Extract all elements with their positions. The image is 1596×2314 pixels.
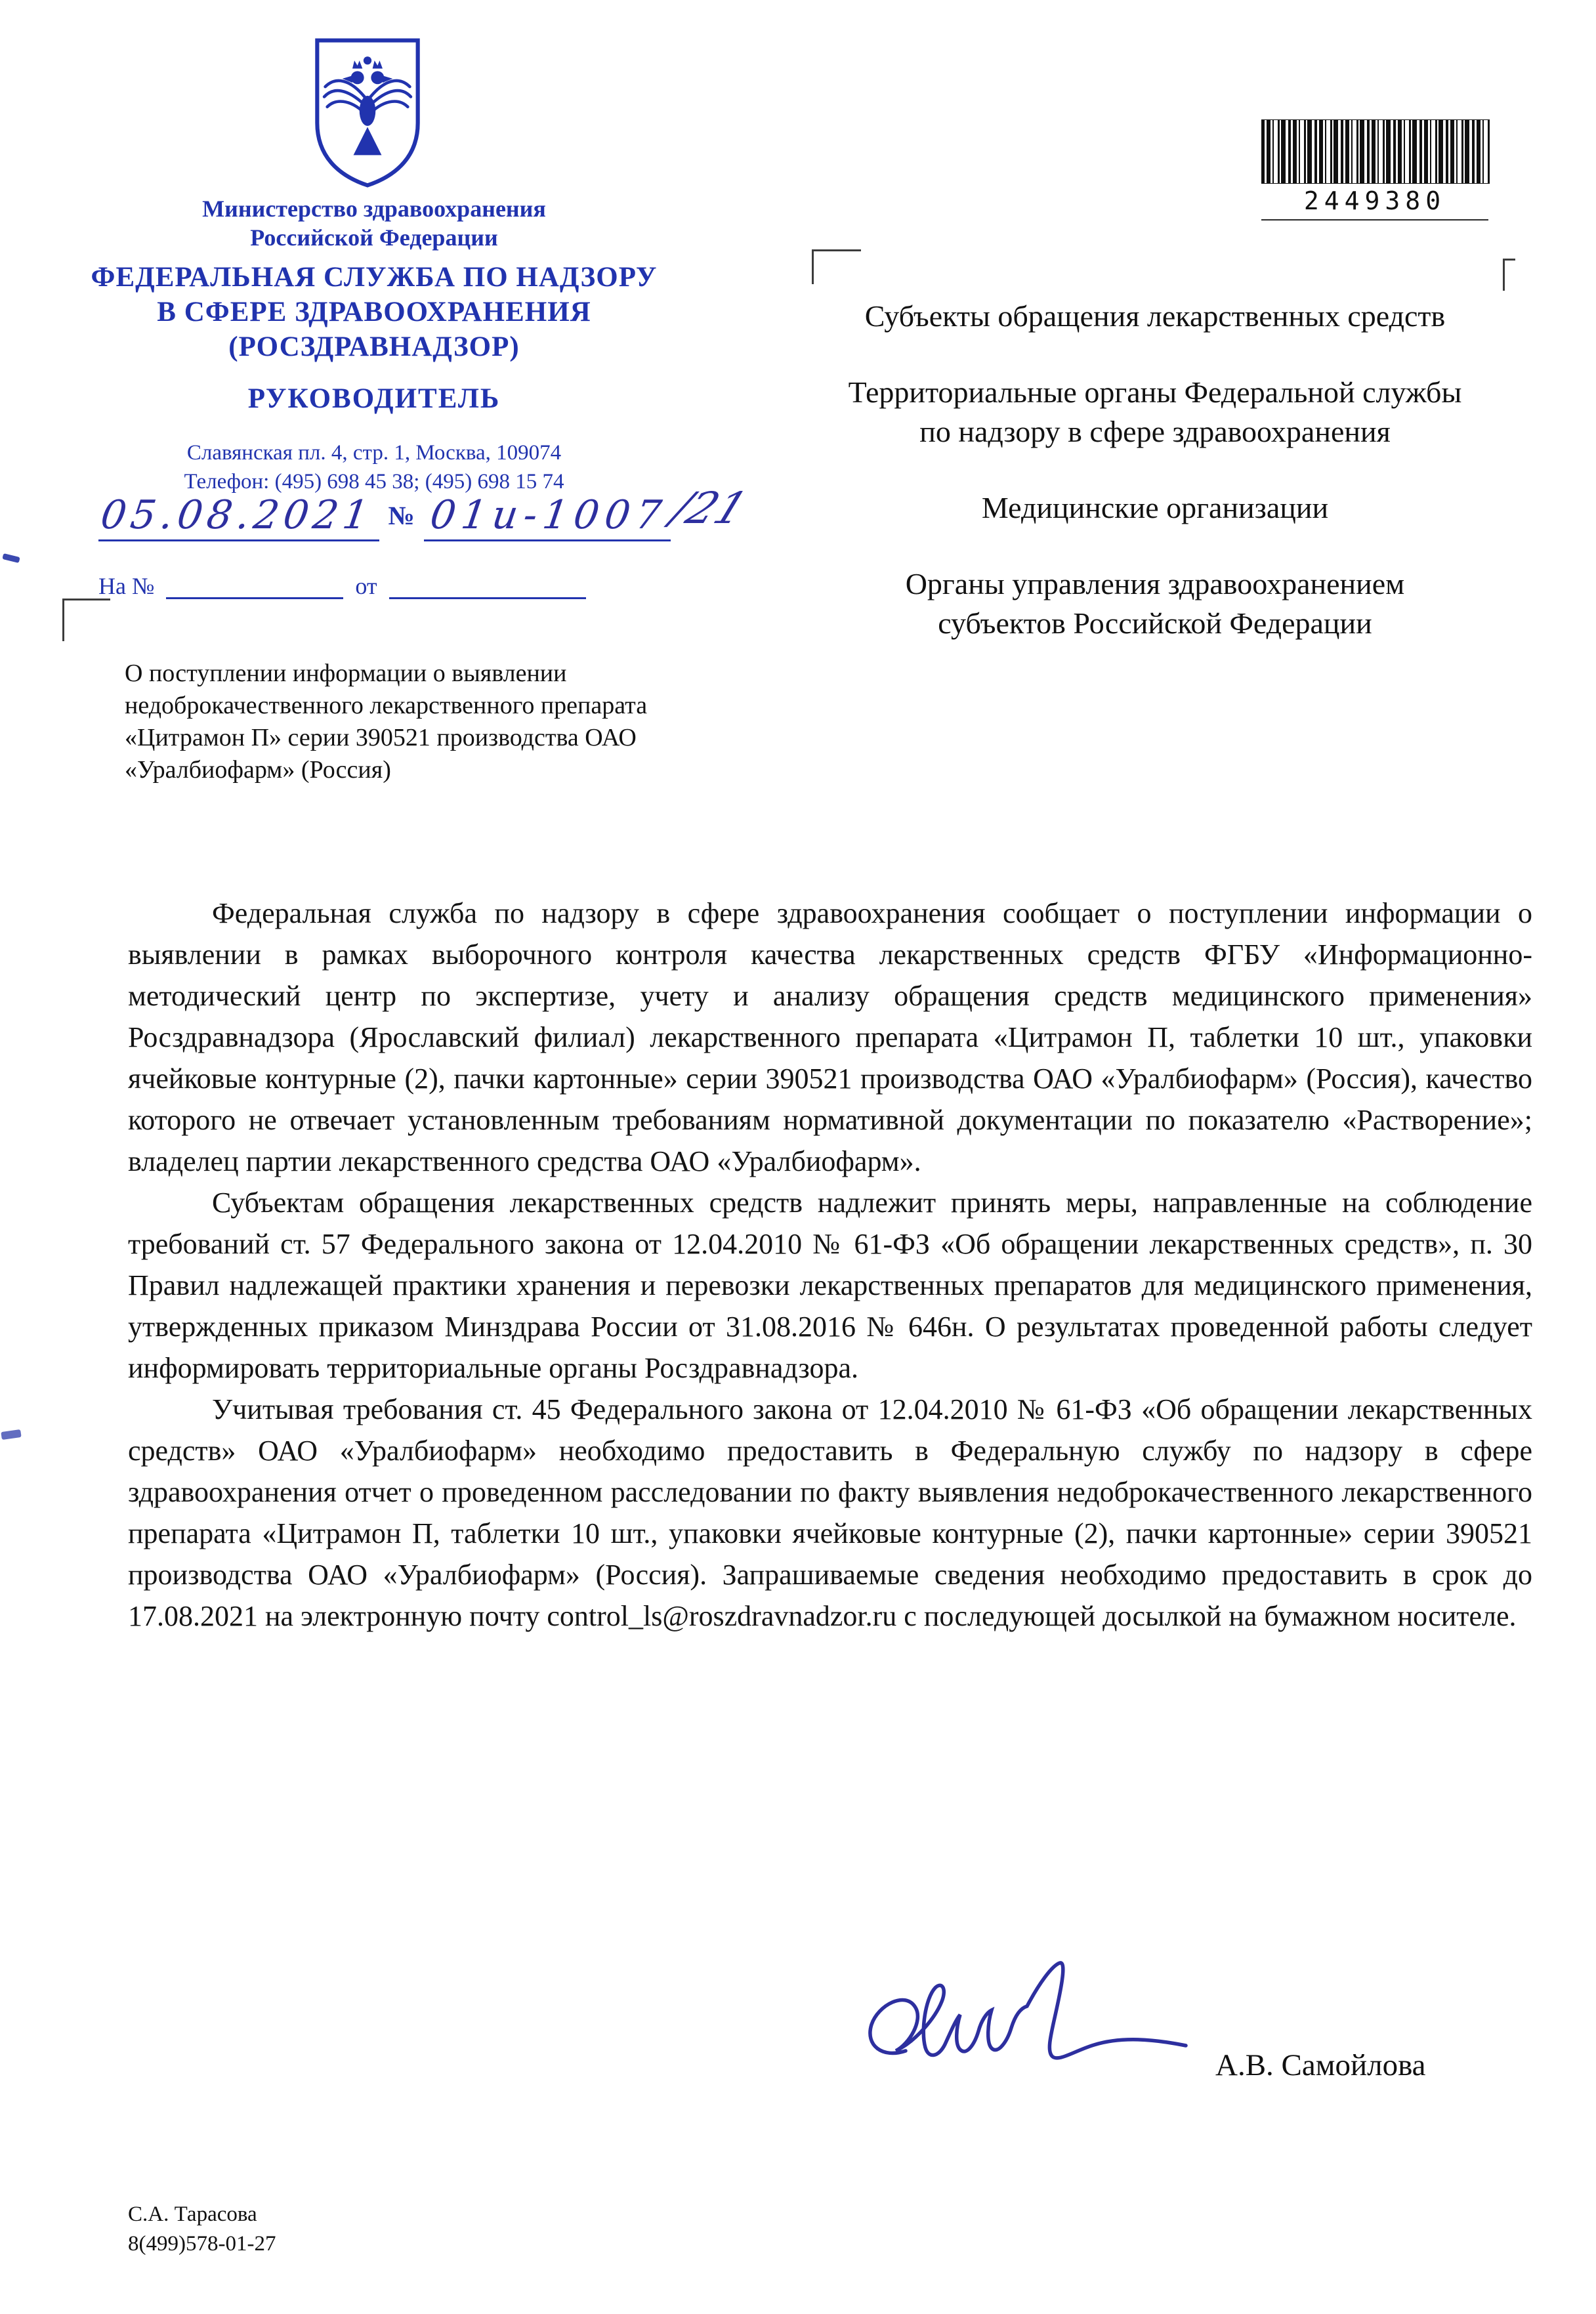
handwritten-date: 05.08.2021 (98, 492, 376, 538)
address-line: Славянская пл. 4, стр. 1, Москва, 109074 (186, 441, 562, 465)
signer-name: А.В. Самойлова (1215, 2048, 1426, 2082)
body-paragraph: Федеральная служба по надзору в сфере здравоохранения сообщает о поступлении информации о выявлении в рамках выборочного контроля качества лекарственных средств ФГБУ «Информационно-методический центр по экспертизе, учету и анализу обращения средств медицинского применения» Росздравнадзора (Ярославский филиал) лекарственного препарата «Цитрамон П, таблетки 10 шт., упаковки ячейковые контурные (2), пачки картонные» серии 390521 производства ОАО «Уралбиофарм» (Россия), качество которого не отвечает установленным требованиям нормативной документации по показателю «Растворение»; владелец партии лекарственного средства ОАО «Уралбиофарм». (128, 897, 1532, 1177)
coat-of-arms-icon (307, 33, 428, 193)
barcode-bars-icon (1261, 119, 1490, 184)
agency-line-2: В СФЕРЕ ЗДРАВООХРАНЕНИЯ (157, 297, 591, 327)
address-zone-corner-mark-left (812, 249, 861, 284)
recipients-list (840, 297, 1470, 680)
number-blank-line (424, 492, 671, 541)
subject-zone-corner-mark (62, 599, 110, 641)
contact-block (46, 438, 702, 496)
handwritten-signature (843, 1952, 1211, 2107)
executor-name: С.А. Тарасова (128, 2202, 257, 2226)
date-blank-line (98, 492, 379, 541)
recipient-item: Органы управления здравоохранением субъектов Российской Федерации (905, 567, 1405, 640)
executor-phone: 8(499)578-01-27 (128, 2232, 276, 2256)
ot-blank-line (389, 572, 586, 599)
letter-body (128, 893, 1532, 1637)
barcode-number: 2449380 (1261, 186, 1488, 221)
executor-block (128, 2200, 276, 2259)
body-paragraph: Субъектам обращения лекарственных средств надлежит принять меры, направленные на соблюдение требований ст. 57 Федерального закона от 12.04.2010 № 61-ФЗ «Об обращении лекарственных средств», п. 30 Правил надлежащей практики хранения и перевозки лекарственных препаратов для медицинского применения, утвержденных приказом Минздрава России от 31.08.2016 № 646н. О результатах проведенной работы следует информировать территориальные органы Росздравнадзора. (128, 1187, 1532, 1384)
body-paragraph: Учитывая требования ст. 45 Федерального закона от 12.04.2010 № 61-ФЗ «Об обращении лекарственных средств» ОАО «Уралбиофарм» необходимо предоставить в Федеральную службу по надзору в сфере здравоохранения отчет о проведенном расследовании по факту выявления недоброкачественного лекарственного препарата «Цитрамон П, таблетки 10 шт., упаковки ячейковые контурные (2), пачки картонные» серии 390521 производства ОАО «Уралбиофарм» (Россия). Запрашиваемые сведения необходимо предоставить в срок до 17.08.2021 на электронную почту control_ls@roszdravnadzor.ru с последующей досылкой на бумажном носителе. (128, 1393, 1532, 1632)
handwritten-number: 01и-1007 (427, 492, 670, 538)
na-label: На № (98, 573, 155, 599)
phone-line: Телефон: (495) 698 45 38; (495) 698 15 74 (184, 470, 564, 494)
na-blank-line (166, 572, 343, 599)
scan-artifact (2, 553, 20, 563)
agency-line-1: ФЕДЕРАЛЬНАЯ СЛУЖБА ПО НАДЗОРУ (91, 262, 658, 293)
ministry-line-2: Российской Федерации (250, 224, 498, 251)
signer-role: РУКОВОДИТЕЛЬ (247, 383, 501, 414)
letter-subject: О поступлении информации о выявлении недоброкачественного лекарственного препарата «Цитрамон П» серии 390521 производства ОАО «Уралбиофарм» (Россия) (125, 660, 648, 784)
handwritten-number-suffix: /21 (664, 483, 755, 534)
number-sign: № (388, 501, 415, 530)
registration-line (98, 483, 794, 541)
letterhead (46, 194, 702, 496)
agency-line-3: (РОСЗДРАВНАДЗОР) (228, 331, 520, 362)
address-zone-corner-mark-right (1503, 259, 1515, 291)
recipient-item: Субъекты обращения лекарственных средств (864, 299, 1446, 333)
ministry-line-1: Министерство здравоохранения (202, 196, 546, 222)
reply-reference-line (98, 572, 586, 600)
recipient-item: Медицинские организации (981, 491, 1329, 524)
agency-name (46, 260, 702, 364)
document-barcode (1261, 119, 1488, 221)
scan-artifact (1, 1429, 21, 1440)
recipient-item: Территориальные органы Федеральной службы по надзору в сфере здравоохранения (848, 375, 1462, 448)
ot-label: от (355, 573, 377, 599)
